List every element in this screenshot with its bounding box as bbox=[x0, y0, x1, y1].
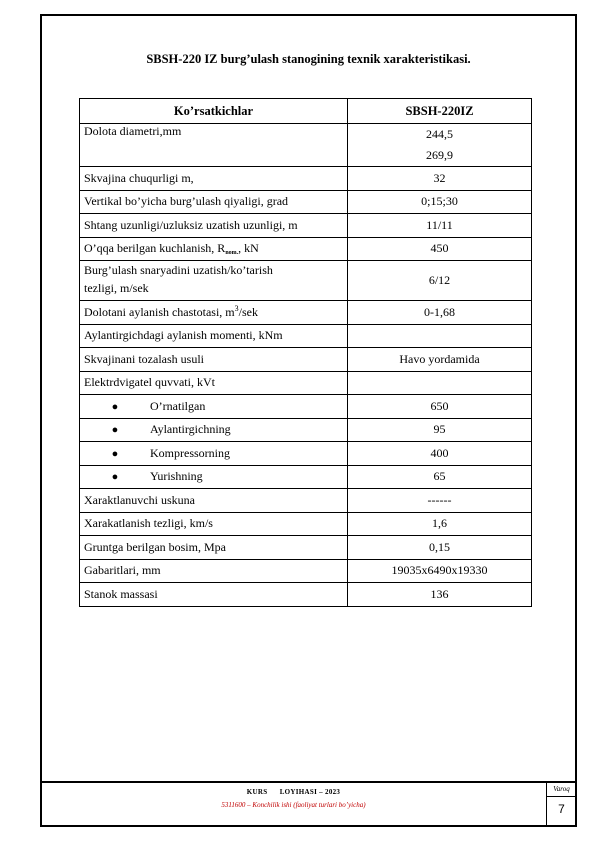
table-row bbox=[80, 261, 532, 301]
row-param: Xaraktlanuvchi uskuna bbox=[80, 489, 348, 513]
table-row bbox=[80, 442, 532, 466]
row-value: 0;15;30 bbox=[348, 190, 532, 214]
row-value: 400 bbox=[348, 442, 532, 466]
row-param-line: Burg’ulash snaryadini uzatish/ko’tarish bbox=[84, 263, 273, 277]
row-param: Aylantirgichdagi aylanish momenti, kNm bbox=[80, 324, 348, 348]
table-row bbox=[80, 348, 532, 372]
bullet-icon: ● bbox=[111, 471, 119, 484]
row-param-subscript: nom. bbox=[225, 250, 239, 257]
row-param: Gabaritlari, mm bbox=[80, 559, 348, 583]
document-title: SBSH-220 IZ burg’ulash stanogining texnik xarakteristikasi. bbox=[146, 52, 471, 66]
row-value: 32 bbox=[348, 167, 532, 191]
footer-divider bbox=[40, 781, 577, 783]
table-row bbox=[80, 301, 532, 325]
row-param-superscript: 3 bbox=[234, 304, 239, 314]
row-param bbox=[80, 442, 348, 466]
row-param: Skvajina chuqurligi m, bbox=[80, 167, 348, 191]
table-row bbox=[80, 583, 532, 607]
table-row bbox=[80, 536, 532, 560]
row-param: Gruntga berilgan bosim, Mpa bbox=[80, 536, 348, 560]
row-param: Skvajinani tozalash usuli bbox=[80, 348, 348, 372]
row-value: 650 bbox=[348, 395, 532, 419]
table-header-row bbox=[80, 99, 532, 124]
row-value: 136 bbox=[348, 583, 532, 607]
row-param-text: Kompressorning bbox=[150, 445, 230, 460]
row-value: ------ bbox=[348, 489, 532, 513]
sheet-label: Varoq bbox=[553, 785, 570, 793]
row-param bbox=[80, 301, 348, 325]
spec-table bbox=[79, 98, 532, 607]
row-value: 95 bbox=[348, 418, 532, 442]
row-value bbox=[348, 371, 532, 395]
table-row bbox=[80, 237, 532, 261]
row-value bbox=[348, 324, 532, 348]
table-row bbox=[80, 465, 532, 489]
row-value: 0-1,68 bbox=[348, 301, 532, 325]
table-row bbox=[80, 190, 532, 214]
row-value: 1,6 bbox=[348, 512, 532, 536]
row-param bbox=[80, 465, 348, 489]
row-value: Havo yordamida bbox=[348, 348, 532, 372]
row-param: Shtang uzunligi/uzluksiz uzatish uzunligi, m bbox=[80, 214, 348, 238]
row-param: Elektrdvigatel quvvati, kVt bbox=[80, 371, 348, 395]
row-value: 6/12 bbox=[348, 261, 532, 301]
table-row bbox=[80, 124, 532, 167]
row-param: Xarakatlanish tezligi, km/s bbox=[80, 512, 348, 536]
row-param-line: tezligi, m/sek bbox=[84, 281, 149, 295]
row-value-line: 269,9 bbox=[426, 148, 453, 162]
footer-subtitle: 5311600 – Konchilik ishi (faoliyat turlari bo’yicha) bbox=[221, 801, 366, 809]
sheet-number: 7 bbox=[558, 802, 565, 816]
row-param bbox=[80, 418, 348, 442]
row-param-text: /sek bbox=[238, 305, 258, 320]
table-row bbox=[80, 395, 532, 419]
row-value bbox=[348, 124, 532, 167]
header-model: SBSH-220IZ bbox=[348, 99, 532, 124]
table-row bbox=[80, 214, 532, 238]
table-row bbox=[80, 324, 532, 348]
table-row bbox=[80, 489, 532, 513]
bullet-icon: ● bbox=[111, 447, 119, 460]
header-indicators: Ko’rsatkichlar bbox=[80, 99, 348, 124]
row-param: Dolota diametri,mm bbox=[80, 124, 348, 167]
sheet-separator bbox=[546, 796, 577, 797]
row-param-text: , kN bbox=[238, 241, 259, 256]
table-row bbox=[80, 418, 532, 442]
row-value: 19035x6490x19330 bbox=[348, 559, 532, 583]
footer-title: KURS LOYIHASI – 2023 bbox=[246, 788, 341, 796]
row-param-text: O’qqa berilgan kuchlanish, R bbox=[84, 241, 226, 256]
row-param bbox=[80, 237, 348, 261]
table-row bbox=[80, 559, 532, 583]
table-row bbox=[80, 512, 532, 536]
row-value: 0,15 bbox=[348, 536, 532, 560]
row-param: Vertikal bo’yicha burg’ulash qiyaligi, grad bbox=[80, 190, 348, 214]
row-param: Stanok massasi bbox=[80, 583, 348, 607]
table-row bbox=[80, 167, 532, 191]
row-param-text: O’rnatilgan bbox=[150, 398, 206, 413]
row-param-text: Yurishning bbox=[150, 469, 203, 484]
table-row bbox=[80, 371, 532, 395]
bullet-icon: ● bbox=[111, 424, 119, 437]
row-value-line: 244,5 bbox=[426, 127, 453, 141]
bullet-icon: ● bbox=[111, 400, 119, 413]
row-param bbox=[80, 395, 348, 419]
row-value: 450 bbox=[348, 237, 532, 261]
row-param-text: Dolotani aylanish chastotasi, m bbox=[84, 305, 235, 320]
row-param-text: Aylantirgichning bbox=[150, 422, 231, 437]
row-param bbox=[80, 261, 348, 301]
row-value: 65 bbox=[348, 465, 532, 489]
row-value: 11/11 bbox=[348, 214, 532, 238]
